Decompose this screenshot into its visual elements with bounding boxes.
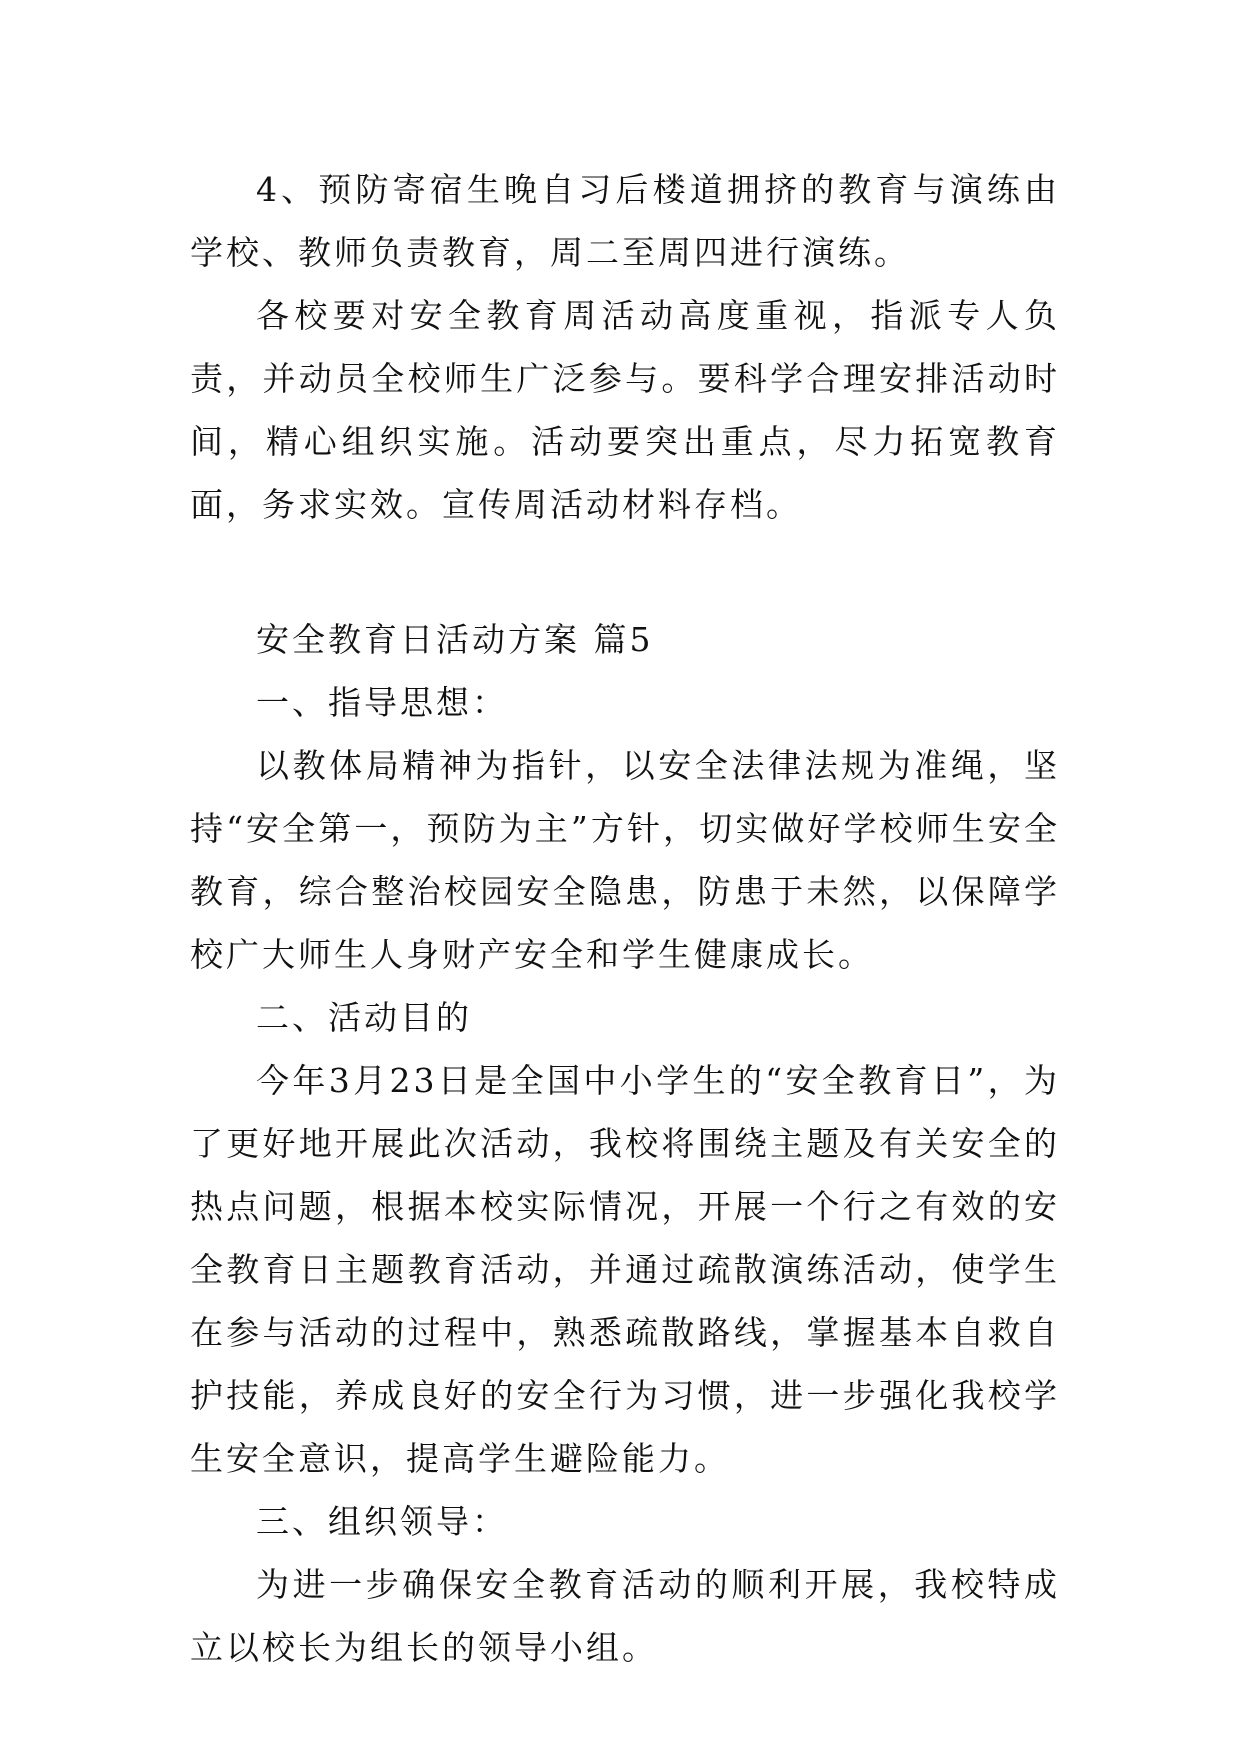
paragraph-activity-purpose: 今年3月23日是全国中小学生的“安全教育日”，为了更好地开展此次活动，我校将围绕主题及有关安全的热点问题，根据本校实际情况，开展一个行之有效的安全教育日主题教育活动，并通过疏散演练活动，使学生在参与活动的过程中，熟悉疏散路线，掌握基本自救自护技能，养成良好的安全行为习惯，进一步强化我校学生安全意识，提高学生避险能力。 <box>190 1061 1060 1478</box>
heading-guiding-thought: 一、指导思想： <box>256 683 508 722</box>
document-body <box>190 158 1060 1679</box>
paragraph-leadership: 为进一步确保安全教育活动的顺利开展，我校特成立以校长为组长的领导小组。 <box>190 1565 1060 1667</box>
paragraph-requirements: 各校要对安全教育周活动高度重视，指派专人负责，并动员全校师生广泛参与。要科学合理安排活动时间，精心组织实施。活动要突出重点，尽力拓宽教育面，务求实效。宣传周活动材料存档。 <box>190 296 1060 524</box>
paragraph-guiding-thought: 以教体局精神为指针，以安全法律法规为准绳，坚持“安全第一，预防为主”方针，切实做好学校师生安全教育，综合整治校园安全隐患，防患于未然，以保障学校广大师生人身财产安全和学生健康成长。 <box>190 746 1060 974</box>
section-title: 安全教育日活动方案 篇5 <box>256 620 654 659</box>
paragraph-drill: 4、预防寄宿生晚自习后楼道拥挤的教育与演练由学校、教师负责教育，周二至周四进行演练。 <box>190 170 1060 272</box>
heading-leadership: 三、组织领导： <box>256 1502 508 1541</box>
heading-activity-purpose: 二、活动目的 <box>256 998 472 1037</box>
